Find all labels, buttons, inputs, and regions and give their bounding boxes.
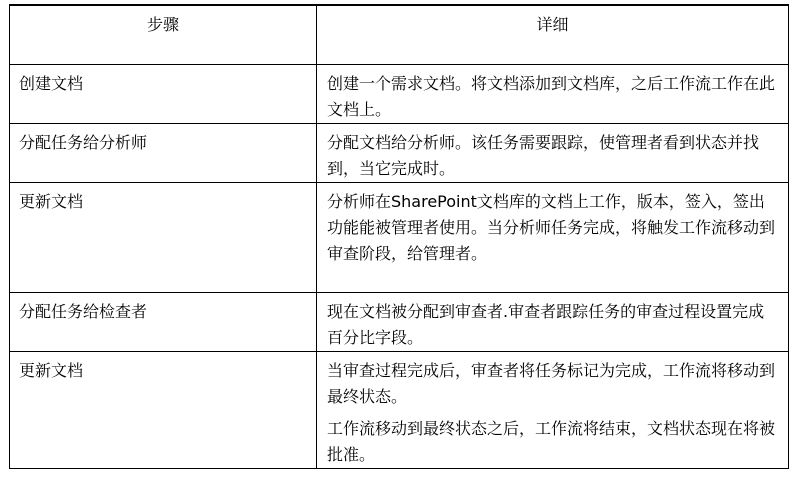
step-cell: 分配任务给分析师 [10, 123, 317, 182]
step-cell: 分配任务给检查者 [10, 292, 317, 351]
table-row [10, 292, 789, 351]
step-cell: 更新文档 [10, 182, 317, 292]
detail-text: 分析师在SharePoint文档库的文档上工作，版本，签入，签出功能能被管理者使用。当分析师任务完成，将触发工作流移动到审查阶段，给管理者。 [327, 191, 776, 263]
step-cell: 更新文档 [10, 351, 317, 468]
table-row [10, 64, 789, 123]
table-row [10, 351, 789, 468]
detail-cell [317, 182, 789, 292]
table-row [10, 123, 789, 182]
detail-cell [317, 123, 789, 182]
detail-text: 当审查过程完成后，审查者将任务标记为完成，工作流将移动到最终状态。 [327, 360, 776, 406]
workflow-steps-table [9, 4, 789, 469]
detail-cell [317, 64, 789, 123]
detail-text: 现在文档被分配到审查者.审查者跟踪任务的审查过程设置完成百分比字段。 [327, 301, 765, 347]
table-row [10, 182, 789, 292]
detail-text: 工作流移动到最终状态之后，工作流将结束，文档状态现在将被批准。 [327, 418, 776, 464]
detail-cell [317, 292, 789, 351]
detail-cell [317, 351, 789, 468]
header-step: 步骤 [10, 5, 317, 64]
table-header-row [10, 5, 789, 64]
step-cell: 创建文档 [10, 64, 317, 123]
detail-text: 创建一个需求文档。将文档添加到文档库，之后工作流工作在此文档上。 [327, 73, 776, 119]
header-detail: 详细 [317, 5, 789, 64]
detail-text: 分配文档给分析师。该任务需要跟踪，使管理者看到状态并找到，当它完成时。 [327, 132, 760, 178]
